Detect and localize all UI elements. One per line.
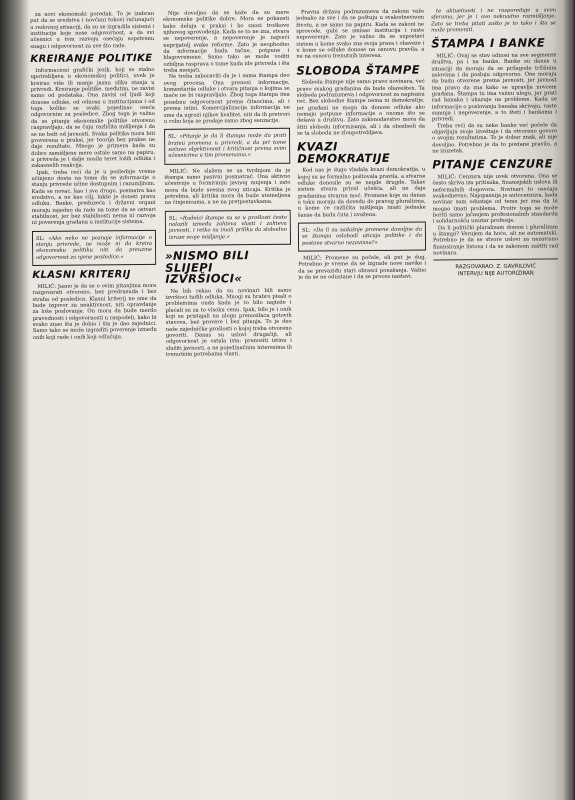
- paragraph: Ipak, treba reći da je u poslednje vreme učinjeno dosta na tome da se informacije o stanju privrede učine dostupnim i razumljivim. Kada se novac, kao i sve drugo, posmatra kao sredstvo, a ne kao cilj, lakše je doneti pravu odluku. Banke, preduzeća i državni organi moraju zajedno da rade na tome da se ostvari stabilnost, jer bez stabilnosti nema ni razvoja ni poverenja građana u institucije sistema.: [31, 168, 156, 227]
- section-heading: KREIRANJE POLITIKE: [30, 52, 153, 66]
- pull-quote: SL: »Pitanje je da li štampa može da prati brzinu promena u privredi, a da pri tome sačuva objektivnost i kritičnost prema svim učesnicima u tim promenama.«: [164, 128, 290, 164]
- text-column-2: [163, 10, 296, 793]
- paragraph: MILIĆ: Cenzura nije uvek otvorena. Ona se često skriva iza pritisaka, finansijskih uslova ili neformalnih dogovora. Novinari to osećaju svakodnevno. Najopasnija je autocenzura, kada novinar sam odustaje od teme jer zna da bi mogao imati problema. Protiv toga se može boriti samo jačanjem profesionalnih standarda i solidarnošću unutar profesije.: [432, 173, 558, 225]
- section-heading: KLASNI KRITERIJ: [32, 269, 131, 282]
- paragraph: Sloboda štampe nije samo pravo novinara, već pravo svakog građanina da bude obavešten. Ta sloboda podrazumeva i odgovornost za napisanu reč. Bez slobodne štampe nema ni demokratije, jer građani ne mogu da donose odluke ako nemaju potpune informacije o onome što se dešava u društvu. Zato zakonodavstvo mora da štiti slobodu informisanja, ali i da obezbedi da se ta sloboda ne zloupotrebljava.: [296, 78, 426, 137]
- paragraph: Da li politički pluralizam donosi i pluralizam u štampi? Verujem da hoće, ali ne automatski. Potrebno je da se stvore uslovi za nezavisno finansiranje listova i da se zakonom zaštiti rad novinara.: [432, 224, 559, 257]
- interview-credit: RAZGOVARAO: Z. GAVRILOVIĆ INTERVJU NIJE AUTORIZIRAN: [455, 263, 537, 278]
- paragraph: Treba reći da su neke banke već počele da objavljuju svoje izveštaje i da otvoreno govore o svojim rezultatima. To je dobar znak, ali nije dovoljno. Potrebno je da to postane pravilo, a ne izuzetak.: [432, 122, 558, 155]
- text-column-4: [431, 7, 563, 790]
- page-edge-shadow: [563, 0, 575, 800]
- divider: [433, 259, 558, 261]
- text-column-1: [30, 11, 161, 794]
- binding-shadow: [0, 0, 30, 800]
- section-heading: PITANJE CENZURE: [432, 156, 554, 172]
- paragraph: MILIĆ: Ovaj se stav odnosi na sve segmente društva, pa i na banke. Banke su danas u situaciji da moraju da se prilagode tržišnim uslovima i da posluju odgovorno. One moraju da budu otvorene prema javnosti, jer javnost ima pravo da zna kako se upravlja novcem građana. Štampa tu ima važnu ulogu, jer prati rad banaka i ukazuje na probleme. Kada se informacije o poslovanju banaka skrivaju, raste sumnja i nepoverenje, a to šteti i bankama i privredi.: [431, 52, 557, 123]
- paragraph: te aktuelnosti i ne raspoređuje u svim sferama, jer je i ovo naknadno razmišljanje. Zato se treba pitati zašto je to tako i šta se može promeniti.: [431, 7, 557, 34]
- paragraph: Ne treba zaboraviti da je i sama štampa deo ovog procesa. Ona prenosi informacije, komentariše odluke i otvara pitanja o kojima se inače ne bi raspravljalo. Zbog toga štampa ima posebnu odgovornost prema čitaocima, ali i prema istini. Komercijalizacija informacija ne sme da ugrozi njihov kvalitet, niti da ih pretvori u robu koja se prodaje samo zbog senzacije.: [163, 73, 290, 125]
- paragraph: Kod nas je dugo vladala kvazi demokratija, u kojoj su se formalno poštovala pravila, a stvarne odluke donosile su se negde drugde. Takav sistem stvara privid učešća, ali ne daje građanima stvarnu moć. Promene koje su danas u toku moraju da dovedu do pravog pluralizma, u kome će različita mišljenja imati jednake šanse da budu čuta i uvažena.: [297, 166, 426, 219]
- paragraph: Nije dovoljno da se kaže da su mere ekonomske politike dobre. Mora se pokazati kako deluju u praksi i ko snosi troškove njihovog sprovođenja. Kada se to ne zna, stvara se nepoverenje, a nepoverenje je najveći neprijatelj svake reforme. Zato je neophodno da informacije budu tačne, potpune i blagovremene. Samo tako se može voditi ozbiljna rasprava o tome kuda ide privreda i šta treba menjati.: [163, 9, 290, 74]
- pull-quote: SL: »Ako neko ne poznaje informacije o stanju privrede, ne može ni da kreira ekonomsku politiku niti da preuzme odgovornost za njene posledice.«: [32, 230, 156, 266]
- section-heading: »NISMO BILI SLIJEPI IZVRŠIOCI«: [165, 248, 250, 286]
- pull-quote: SL: »Da li su sadašnje promene dovoljne da se štampa oslobodi uticaja politike i da postane stvarno nezavisna?«: [298, 222, 426, 252]
- paragraph: za novi ekonomski poredak. To je izabran put da se sredstva i novčani tokovi računajući u redovnoj situaciji, da su se izgradila sistemi i institucije koje nose odgovornost, a da svi učesnici u tom razvoju osećaju sopstvenu snagu i odgovornost za sve što rade.: [30, 10, 155, 50]
- paragraph: MILIĆ: Ne slažem se sa tvrdnjom da je štampa samo pasivni posmatrač. Ona aktivno učestvuje u formiranju javnog mnjenja i zato mora da bude svesna svog uticaja. Kritika je potrebna, ali kritika mora da bude utemeljena na činjenicama, a ne na pretpostavkama.: [164, 167, 291, 207]
- section-heading: ŠTAMPA I BANKE: [431, 35, 546, 51]
- section-heading: KVAZI DEMOKRATIJE: [297, 139, 391, 166]
- pull-quote: SL: »Radnici štampe su se u prošlosti često nalazili između zahteva vlasti i zahteva javnosti, i retko su imali priliku da slobodno izraze svoje mišljenje.«: [165, 209, 291, 245]
- paragraph: Ne bih rekao da su novinari bili samo izvršioci tuđih odluka. Mnogi su hrabro pisali o problemima onda kada je to bilo najteže i plaćali su za to visoku cenu. Ipak, bilo je i onih koji su pristajali na ulogu prenosilaca gotovih stavova, bez provere i bez pitanja. To je deo naše zajedničke prošlosti o kojoj treba otvoreno govoriti. Danas su uslovi drugačiji, ali odgovornost je ostala ista: prenositi istinu i služiti javnosti, a ne pojedinačnim interesima ili trenutnim potrebama vlasti.: [165, 287, 292, 358]
- paragraph: Informacioni grafički jezik, koji se stalno upotrebljava u ekonomskoj politici, uvek je kreirao više ili manje jasnu sliku stanja u privredi. Kreiranje politike, međutim, ne zavisi samo od podataka. Ona zavisi od ljudi koji donose odluke, od odnosa u institucijama i od toga koliko se svaki pojedinac oseća odgovornim za posledice. Zbog toga je važno da se pitanja ekonomske politike otvoreno raspravljaju, da se čuju različita mišljenja i da se ne beži od javnosti. Svaka politika mora biti proverena u praksi, jer teorija bez prakse ne daje rezultate. Mnogo je primera kada su dobro zamišljene mere ostale samo na papiru, a privreda je i dalje nosila teret loših odluka i zakasnelih reakcija.: [30, 66, 156, 170]
- paragraph: Pravna država podrazumeva da zakoni važe jednako za sve i da se poštuju u svakodnevnom životu, a ne samo na papiru. Kada se zakoni ne sprovode, gubi se smisao institucija i raste nepoverenje. Zato je važno da se uspostavi sistem u kome svako zna svoja prava i obaveze i u kome se odluke donose na osnovu pravila, a ne na osnovu trenutnih interesa.: [296, 8, 425, 61]
- paragraph: MILIĆ: Jasno je da se o ovim pitanjima mora razgovarati otvoreno, bez predrasuda i bez straha od posledica. Klasni kriterij ne sme da bude izgovor za neaktivnost, niti opravdanje za loše poslovanje. On mora da bude merilo pravednosti i odgovornosti u raspodeli, kako bi svako znao šta je dobio i šta je dao zajednici. Samo tako se može izgraditi poverenje između onih koji rade i onih koji odlučuju.: [32, 282, 157, 341]
- text-column-3: [296, 9, 431, 792]
- newspaper-page: [30, 7, 565, 794]
- paragraph: MILIĆ: Promene su počele, ali put je dug. Potrebno je vreme da se izgrade nove navike i da se prevaziđu stari obrasci ponašanja. Važno je da se ne odustane i da se proces nastavi.: [298, 254, 427, 281]
- section-heading: SLOBODA ŠTAMPE: [296, 62, 421, 78]
